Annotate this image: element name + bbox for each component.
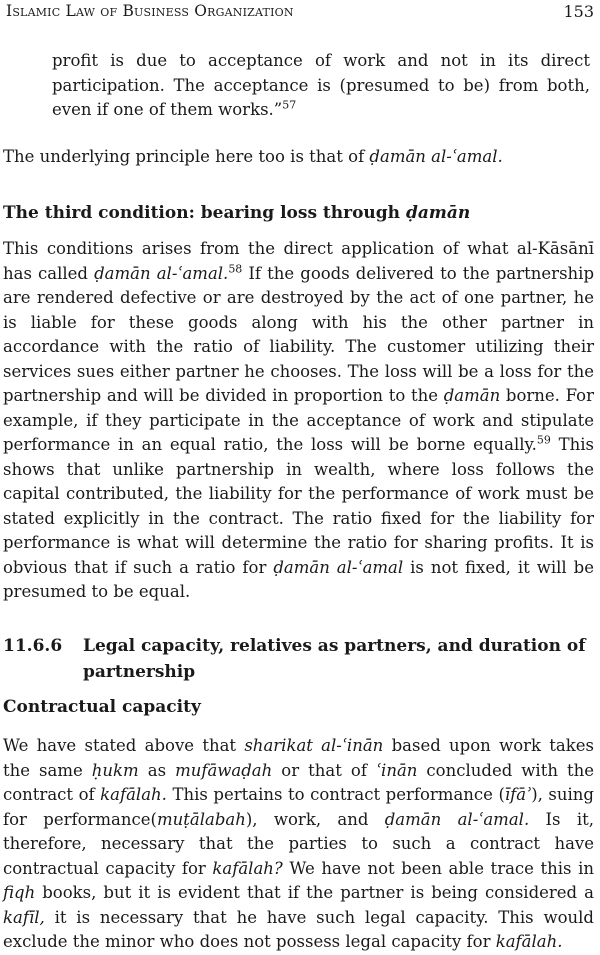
subheading-third-condition [3, 201, 594, 225]
section-heading [3, 633, 594, 685]
block-quote [52, 49, 590, 123]
quote-text: profit is due to acceptance of work and not in its direct participation. The acceptance is (presumed to be) from both, even if one of them works.”$^{57}$ [52, 51, 590, 119]
paragraph-contractual-capacity [3, 734, 594, 955]
subheading-text: The third condition: bearing loss through ḍamān [3, 203, 471, 223]
subheading-contractual-capacity [3, 695, 594, 719]
running-header [6, 2, 594, 24]
subheading-text: Contractual capacity [3, 697, 201, 717]
page-number: 153 [563, 2, 594, 21]
paragraph-third-condition [3, 237, 594, 605]
paragraph-text: This conditions arises from the direct application of what al-Kāsānī has called ḍamān al-ʿamal.$^{58}$ If the goods delivered to the partnership are rendered defective or are destroyed by the act of one partner, he is liable for these goods along with his the other partner in accordance with the ratio of liability. The customer utilizing their services sues either partner he chooses. The loss will be a loss for the partnership and will be divided in proportion to the ḍamān borne. For example, if they participate in the acceptance of work and stipulate performance in an equal ratio, the loss will be borne equally.$^{59}$ This shows that unlike partnership in wealth, where loss follows the capital contributed, the liability for the performance of work must be stated explicitly in the contract. The ratio fixed for the liability for performance is what will determine the ratio for sharing profits. It is obvious that if such a ratio for ḍamān al-ʿamal is not fixed, it will be presumed to be equal. [3, 239, 595, 601]
paragraph-principle [3, 145, 594, 170]
running-title: Islamic Law of Business Organization [6, 2, 294, 20]
paragraph-text: The underlying principle here too is that of ḍamān al-ʿamal. [3, 147, 503, 166]
paragraph-text: We have stated above that sharikat al-ʿinān based upon work takes the same ḥukm as mufāwaḍah or that of ʿinān concluded with the contract of kafālah. This pertains to contract performance (īfāʾ), suing for performance(muṭālabah), work, and ḍamān al-ʿamal. Is it, therefore, necessary that the parties to such a contract have contractual capacity for kafālah? We have not been able trace this in fiqh books, but it is evident that if the partner is being considered a kafīl, it is necessary that he have such legal capacity. This would exclude the minor who does not possess legal capacity for kafālah. [3, 736, 595, 951]
section-title: Legal capacity, relatives as partners, and duration of partnership [83, 636, 586, 682]
section-number: 11.6.6 [3, 636, 63, 656]
